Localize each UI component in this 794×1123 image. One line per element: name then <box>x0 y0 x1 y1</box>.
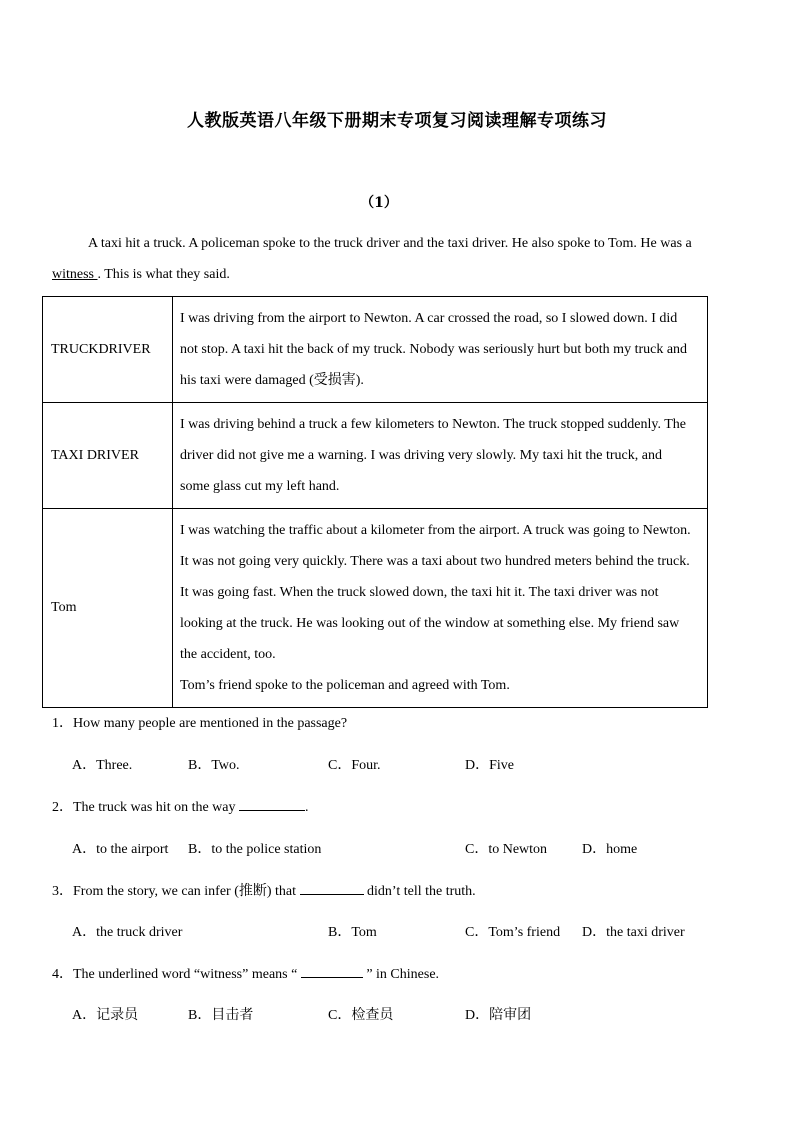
intro-text: A taxi hit a truck. A policeman spoke to the truck driver and the taxi driver. He also spoke to Tom. He was a <box>88 236 692 251</box>
option-c[interactable]: C．to Newton <box>465 842 548 857</box>
question-4-stem: 4．The underlined word “witness” means “ <box>52 967 301 982</box>
option-a[interactable]: A．记录员 <box>72 1008 139 1023</box>
question-4-stem-end: ” in Chinese. <box>362 967 440 982</box>
option-c[interactable]: C．检查员 <box>328 1008 394 1023</box>
option-d[interactable]: D．the taxi driver <box>582 925 685 940</box>
option-b[interactable]: B．目击者 <box>188 1008 254 1023</box>
option-b[interactable]: B．Two. <box>188 758 240 773</box>
statement-text: I was watching the traffic about a kilometer from the airport. A truck was going to Newton. It was not going very quickly. There was a taxi about two hundred meters behind the truck. It was going fast. When the truck slowed down, the taxi hit it. The taxi driver was not looking at the truck. He was looking out of the window at something else. My friend saw the accident, too. <box>180 523 691 662</box>
option-d[interactable]: D．陪审团 <box>465 1008 532 1023</box>
speaker-cell: TRUCKDRIVER <box>43 297 173 403</box>
answer-blank <box>301 977 363 978</box>
section-number: （1） <box>360 195 398 211</box>
table-row <box>43 509 708 708</box>
table-row <box>43 403 708 509</box>
speaker-cell: Tom <box>43 509 173 708</box>
page-title: 人教版英语八年级下册期末专项复习阅读理解专项练习 <box>187 111 607 131</box>
question-2-stem: 2．The truck was hit on the way <box>52 800 240 815</box>
option-a[interactable]: A．the truck driver <box>72 925 183 940</box>
option-b[interactable]: B．Tom <box>328 925 377 940</box>
question-2 <box>52 796 309 816</box>
statement-cell: I was driving behind a truck a few kilometers to Newton. The truck stopped suddenly. The driver did not give me a warning. I was driving very slowly. My taxi hit the truck, and some glass cut my left hand. <box>173 403 708 509</box>
intro-text-end: . This is what they said. <box>97 267 230 282</box>
speaker-cell: TAXI DRIVER <box>43 403 173 509</box>
option-c[interactable]: C．Four. <box>328 758 381 773</box>
question-3-stem-end: didn’t tell the truth. <box>363 884 476 899</box>
option-c[interactable]: C．Tom’s friend <box>465 925 561 940</box>
question-4 <box>52 963 439 983</box>
option-a[interactable]: A．Three. <box>72 758 133 773</box>
question-1: 1．How many people are mentioned in the passage? <box>52 716 348 731</box>
option-b[interactable]: B．to the police station <box>188 842 322 857</box>
answer-blank <box>239 810 305 811</box>
question-3-stem: 3．From the story, we can infer (推断) that <box>52 884 300 899</box>
statements-table <box>42 296 708 708</box>
answer-blank <box>300 894 364 895</box>
option-d[interactable]: D．Five <box>465 758 514 773</box>
intro-paragraph <box>52 228 709 290</box>
statement-note: Tom’s friend spoke to the policeman and agreed with Tom. <box>180 678 510 693</box>
option-d[interactable]: D．home <box>582 842 638 857</box>
question-2-stem-end: . <box>305 800 309 815</box>
option-a[interactable]: A．to the airport <box>72 842 169 857</box>
table-row <box>43 297 708 403</box>
question-3 <box>52 880 476 900</box>
statement-cell: I was driving from the airport to Newton. A car crossed the road, so I slowed down. I did not stop. A taxi hit the back of my truck. Nobody was seriously hurt but both my truck and his taxi were damaged (受损害). <box>173 297 708 403</box>
underlined-word-witness: witness <box>52 267 98 282</box>
statement-cell <box>173 509 708 708</box>
